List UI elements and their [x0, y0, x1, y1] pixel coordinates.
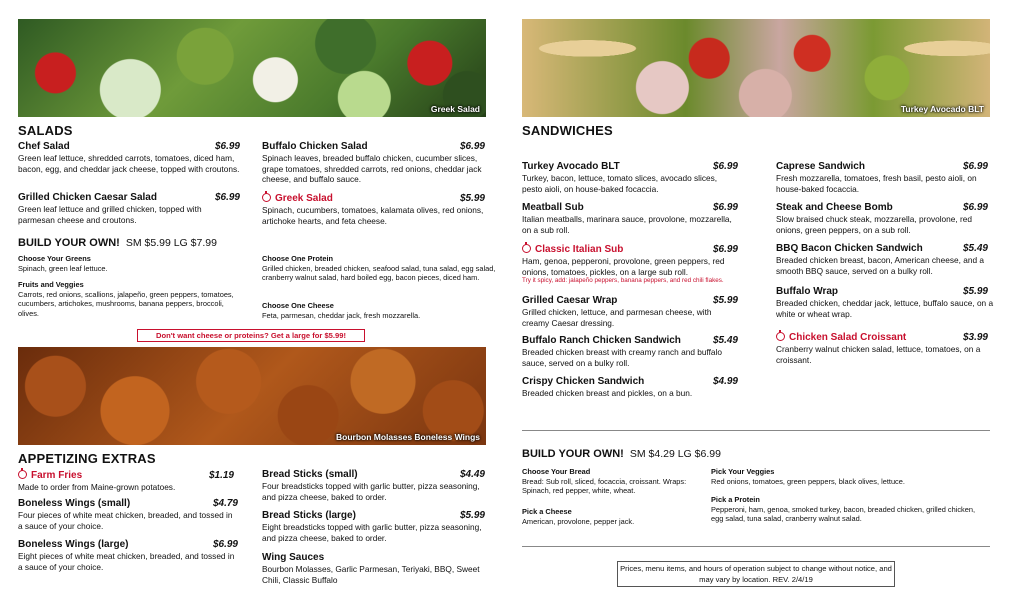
photo-caption: Bourbon Molasses Boneless Wings	[336, 432, 480, 442]
item-description: Grilled chicken, lettuce, and parmesan cheese, with creamy Caesar dressing.	[522, 307, 712, 328]
option-heading: Pick a Protein	[711, 495, 760, 504]
menu-item-buffalo-wrap	[776, 286, 998, 319]
boneless-wings-photo	[18, 347, 486, 445]
item-description: Four breadsticks topped with garlic butter, pizza seasoning, and pizza cheese, baked to order.	[262, 481, 480, 502]
item-description: Green leaf lettuce, shredded carrots, tomatoes, diced ham, bacon, egg, and cheddar jack cheese, topped with croutons.	[18, 153, 240, 174]
item-name: Grilled Chicken Caesar Salad	[18, 192, 157, 203]
item-name: Bread Sticks (large)	[262, 510, 356, 521]
item-price: $4.79	[212, 498, 238, 509]
item-price: $5.99	[712, 295, 738, 306]
item-price: $6.99	[712, 202, 738, 213]
item-name: Crispy Chicken Sandwich	[522, 376, 645, 387]
option-heading: Pick a Cheese	[522, 507, 572, 516]
menu-item-grilled-caesar-wrap	[522, 295, 738, 328]
menu-item-chicken-salad-croissant	[776, 331, 988, 365]
item-description: Bourbon Molasses, Garlic Parmesan, Teriyaki, BBQ, Sweet Chili, Classic Buffalo	[262, 564, 480, 585]
item-description: Turkey, bacon, lettuce, tomato slices, avocado slices, pesto aioli, on house-baked focaccia.	[522, 173, 718, 194]
item-name: BBQ Bacon Chicken Sandwich	[776, 243, 923, 254]
option-heading: Fruits and Veggies	[18, 280, 84, 289]
item-description: Four pieces of white meat chicken, breaded, and tossed in a sauce of your choice.	[18, 510, 233, 531]
item-price: $5.99	[459, 193, 485, 204]
item-price: $6.99	[459, 141, 485, 152]
item-name: Chicken Salad Croissant	[789, 332, 907, 343]
menu-item-crispy-chicken-sandwich	[522, 376, 738, 399]
sandwich-build-your-own-title	[522, 448, 721, 460]
item-name: Wing Sauces	[262, 552, 325, 563]
divider	[522, 430, 990, 431]
item-price: $6.99	[712, 244, 738, 255]
item-description: Eight pieces of white meat chicken, breaded, and tossed in a sauce of your choice.	[18, 551, 235, 572]
spicy-note: Try it spicy, add: jalapeño peppers, banana peppers, and red chili flakes.	[522, 277, 724, 285]
salad-option-cheese	[262, 301, 497, 320]
menu-item-turkey-avocado-blt	[522, 161, 738, 194]
item-price: $6.99	[214, 192, 240, 203]
spicy-pepper-icon	[18, 470, 27, 479]
salad-option-greens	[18, 254, 243, 273]
extras-title: APPETIZING EXTRAS	[18, 451, 156, 466]
option-heading: Choose Your Greens	[18, 254, 91, 263]
option-text: Spinach, green leaf lettuce.	[18, 264, 108, 273]
turkey-avocado-blt-photo	[522, 19, 990, 117]
item-price: $5.99	[962, 286, 988, 297]
item-description: Ham, genoa, pepperoni, provolone, green peppers, red onions, tomatoes, pickles, on a large sub roll.	[522, 256, 725, 277]
item-name: Bread Sticks (small)	[262, 469, 358, 480]
item-description: Breaded chicken breast, bacon, American cheese, and a smooth BBQ sauce, served on a bulky roll.	[776, 255, 985, 276]
option-heading: Choose Your Bread	[522, 467, 591, 476]
item-price: $6.99	[962, 161, 988, 172]
option-text: Bread: Sub roll, sliced, focaccia, croissant. Wraps: Spinach, red pepper, white, wheat.	[522, 477, 687, 496]
photo-caption: Greek Salad	[430, 104, 480, 114]
salads-title: SALADS	[18, 123, 73, 138]
option-text: Pepperoni, ham, genoa, smoked turkey, bacon, breaded chicken, grilled chicken, egg salad, tuna salad, cranberry walnut salad.	[711, 505, 976, 524]
item-name: Boneless Wings (large)	[18, 539, 129, 550]
item-description: Breaded chicken breast and pickles, on a bun.	[522, 388, 693, 398]
item-description: Spinach leaves, breaded buffalo chicken, cucumber slices, grape tomatoes, shredded carrots, red onions, cheddar jack cheese, and buffalo sauce.	[262, 153, 482, 185]
menu-item-chef-salad	[18, 141, 240, 174]
menu-item-wing-sauces	[262, 552, 487, 585]
menu-item-buffalo-ranch-chicken-sandwich	[522, 335, 738, 368]
menu-item-meatball-sub	[522, 202, 738, 235]
salad-option-fruits-veggies	[18, 280, 243, 318]
menu-item-bread-sticks-large	[262, 510, 485, 543]
item-price: $6.99	[712, 161, 738, 172]
item-price: $6.99	[962, 202, 988, 213]
menu-item-steak-and-cheese-bomb	[776, 202, 988, 235]
item-description: Slow braised chuck steak, mozzarella, provolone, red onions, green peppers, on a sub roll.	[776, 214, 972, 235]
item-description: Fresh mozzarella, tomatoes, fresh basil, pesto aioli, on house-baked focaccia.	[776, 173, 977, 194]
item-name: Chef Salad	[18, 141, 70, 152]
byo-sizes: SM $5.99 LG $7.99	[125, 237, 217, 249]
item-price: $6.99	[214, 141, 240, 152]
sandwich-option-veggies	[711, 467, 981, 486]
item-price: $3.99	[962, 332, 988, 343]
item-name: Meatball Sub	[522, 202, 584, 213]
item-name: Buffalo Chicken Salad	[262, 141, 368, 152]
option-text: Grilled chicken, breaded chicken, seafood salad, tuna salad, egg salad, cranberry walnut salad, hard boiled egg, bacon pieces, diced ham.	[262, 264, 496, 283]
menu-item-classic-italian-sub	[522, 243, 738, 285]
divider	[522, 546, 990, 547]
large-salad-promo-banner: Don't want cheese or proteins? Get a large for $5.99!	[137, 329, 365, 342]
item-description: Eight breadsticks topped with garlic butter, pizza seasoning, and pizza cheese, baked to order.	[262, 522, 482, 543]
option-text: Carrots, red onions, scallions, jalapeño, green peppers, tomatoes, cucumbers, artichokes, mushrooms, banana peppers, broccoli, olives.	[18, 290, 234, 318]
item-name: Classic Italian Sub	[535, 244, 624, 255]
salad-option-protein	[262, 254, 497, 283]
menu-item-grilled-chicken-caesar-salad	[18, 192, 240, 225]
item-description: Cranberry walnut chicken salad, lettuce, tomatoes, on a croissant.	[776, 344, 981, 365]
item-name: Buffalo Ranch Chicken Sandwich	[522, 335, 681, 346]
byo-label: BUILD YOUR OWN!	[522, 448, 624, 460]
option-text: American, provolone, pepper jack.	[522, 517, 635, 526]
option-text: Feta, parmesan, cheddar jack, fresh mozzarella.	[262, 311, 421, 320]
menu-item-boneless-wings-large	[18, 539, 238, 572]
item-name: Steak and Cheese Bomb	[776, 202, 893, 213]
item-price: $4.49	[459, 469, 485, 480]
item-name: Greek Salad	[275, 193, 333, 204]
spicy-pepper-icon	[776, 332, 785, 341]
item-price: $5.99	[459, 510, 485, 521]
item-name: Farm Fries	[31, 470, 83, 481]
item-name: Buffalo Wrap	[776, 286, 839, 297]
item-price: $4.99	[712, 376, 738, 387]
item-price: $5.49	[712, 335, 738, 346]
menu-item-bbq-bacon-chicken-sandwich	[776, 243, 988, 276]
item-name: Boneless Wings (small)	[18, 498, 131, 509]
photo-caption: Turkey Avocado BLT	[900, 104, 984, 114]
menu-item-caprese-sandwich	[776, 161, 988, 194]
option-heading: Choose One Cheese	[262, 301, 334, 310]
item-name: Caprese Sandwich	[776, 161, 865, 172]
option-heading: Choose One Protein	[262, 254, 334, 263]
item-name: Turkey Avocado BLT	[522, 161, 620, 172]
option-text: Red onions, tomatoes, green peppers, black olives, lettuce.	[711, 477, 905, 486]
greek-salad-photo	[18, 19, 486, 117]
menu-item-boneless-wings-small	[18, 498, 238, 531]
item-price: $5.49	[962, 243, 988, 254]
sandwich-option-bread	[522, 467, 702, 496]
item-description: Made to order from Maine-grown potatoes.	[18, 482, 176, 492]
byo-sizes: SM $4.29 LG $6.99	[629, 448, 721, 460]
salad-build-your-own-title	[18, 237, 217, 249]
item-description: Spinach, cucumbers, tomatoes, kalamata olives, red onions, artichoke hearts, and feta cheese.	[262, 205, 484, 226]
option-heading: Pick Your Veggies	[711, 467, 775, 476]
spicy-pepper-icon	[522, 244, 531, 253]
disclaimer-box: Prices, menu items, and hours of operation subject to change without notice, and may vary by location. REV. 2/4/19	[617, 561, 895, 587]
menu-item-bread-sticks-small	[262, 469, 485, 502]
sandwiches-title: SANDWICHES	[522, 123, 613, 138]
menu-item-buffalo-chicken-salad	[262, 141, 485, 185]
sandwich-option-protein	[711, 495, 981, 524]
menu-item-farm-fries	[18, 469, 234, 493]
item-description: Breaded chicken breast with creamy ranch and buffalo sauce, served on a bulky roll.	[522, 347, 723, 368]
item-price: $6.99	[212, 539, 238, 550]
item-description: Green leaf lettuce and grilled chicken, topped with parmesan cheese and croutons.	[18, 204, 202, 225]
menu-item-greek-salad	[262, 192, 485, 226]
item-description: Breaded chicken, cheddar jack, lettuce, buffalo sauce, on a white or wheat wrap.	[776, 298, 994, 319]
item-price: $1.19	[208, 470, 234, 481]
item-name: Grilled Caesar Wrap	[522, 295, 618, 306]
item-description: Italian meatballs, marinara sauce, provolone, mozzarella, on a sub roll.	[522, 214, 732, 235]
sandwich-option-cheese	[522, 507, 702, 526]
byo-label: BUILD YOUR OWN!	[18, 237, 120, 249]
spicy-pepper-icon	[262, 193, 271, 202]
